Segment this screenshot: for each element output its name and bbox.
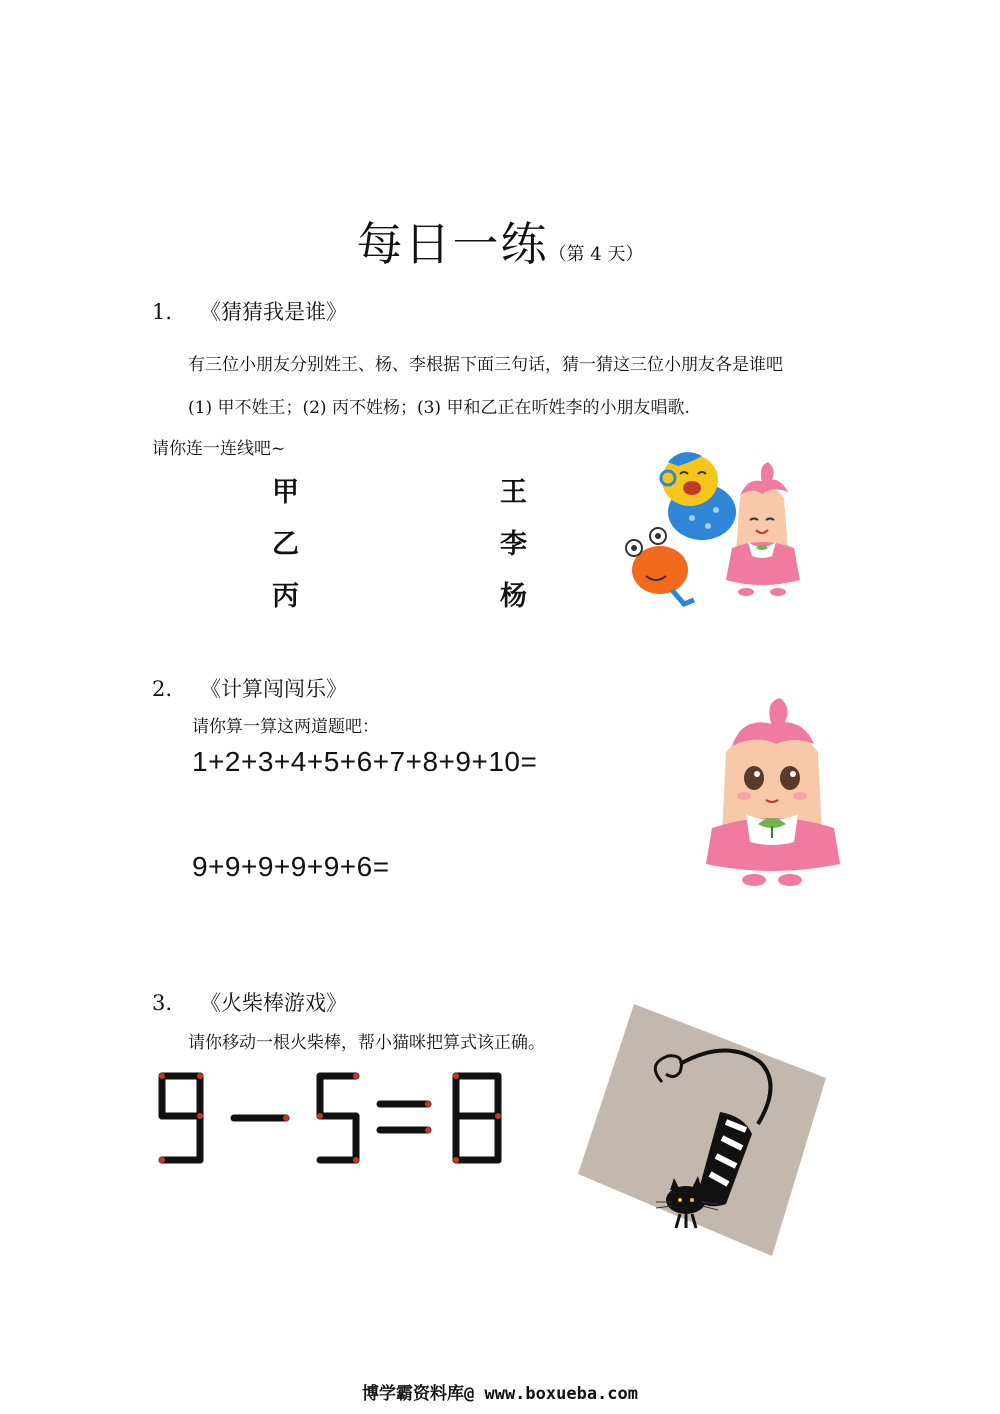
q1-clues: (1) 甲不姓王；(2) 丙不姓杨；(3) 甲和乙正在听姓李的小朋友唱歌. — [188, 398, 690, 418]
q3-title: 《火柴棒游戏》 — [200, 991, 347, 1015]
footer-watermark: 博学霸资料库@ www.boxueba.com — [362, 1384, 638, 1404]
q2-title: 《计算闯闯乐》 — [200, 677, 347, 701]
q1-right-item[interactable]: 王 — [500, 477, 527, 508]
q1-prompt: 请你连一连线吧~ — [152, 439, 286, 459]
q3-prompt: 请你移动一根火柴棒，帮小猫咪把算式该正确。 — [188, 1033, 545, 1053]
pink-girl-character — [726, 462, 800, 596]
q2-heading — [152, 673, 347, 703]
matchstick-equation — [150, 1066, 530, 1176]
orange-crab-character — [626, 528, 694, 604]
q1-number: 1. — [152, 300, 173, 324]
cat-illustration — [576, 1004, 828, 1256]
q1-title: 《猜猜我是谁》 — [200, 300, 347, 324]
q1-left-item[interactable]: 甲 — [272, 477, 299, 508]
pink-girl-illustration — [698, 696, 848, 892]
title-sub: （第 4 天） — [548, 244, 644, 265]
q1-right-item[interactable]: 李 — [500, 529, 527, 560]
q2-number: 2. — [152, 677, 173, 701]
q2-prompt: 请你算一算这两道题吧： — [192, 717, 379, 737]
q2-equation-2: 9+9+9+9+9+6= — [192, 851, 390, 882]
q1-intro: 有三位小朋友分别姓王、杨、李根据下面三句话，猜一猜这三位小朋友各是谁吧 — [188, 355, 783, 375]
q1-left-item[interactable]: 乙 — [272, 529, 299, 560]
cartoon-group-illustration — [612, 440, 812, 620]
q3-heading — [152, 987, 347, 1017]
q1-right-item[interactable]: 杨 — [500, 581, 527, 612]
q1-left-item[interactable]: 丙 — [272, 581, 299, 612]
title-main: 每日一练 — [356, 217, 549, 271]
q3-number: 3. — [152, 991, 173, 1015]
yellow-character — [661, 452, 736, 540]
page-title — [0, 208, 1000, 274]
q2-equation-1: 1+2+3+4+5+6+7+8+9+10= — [192, 746, 538, 777]
q1-heading — [152, 296, 347, 326]
